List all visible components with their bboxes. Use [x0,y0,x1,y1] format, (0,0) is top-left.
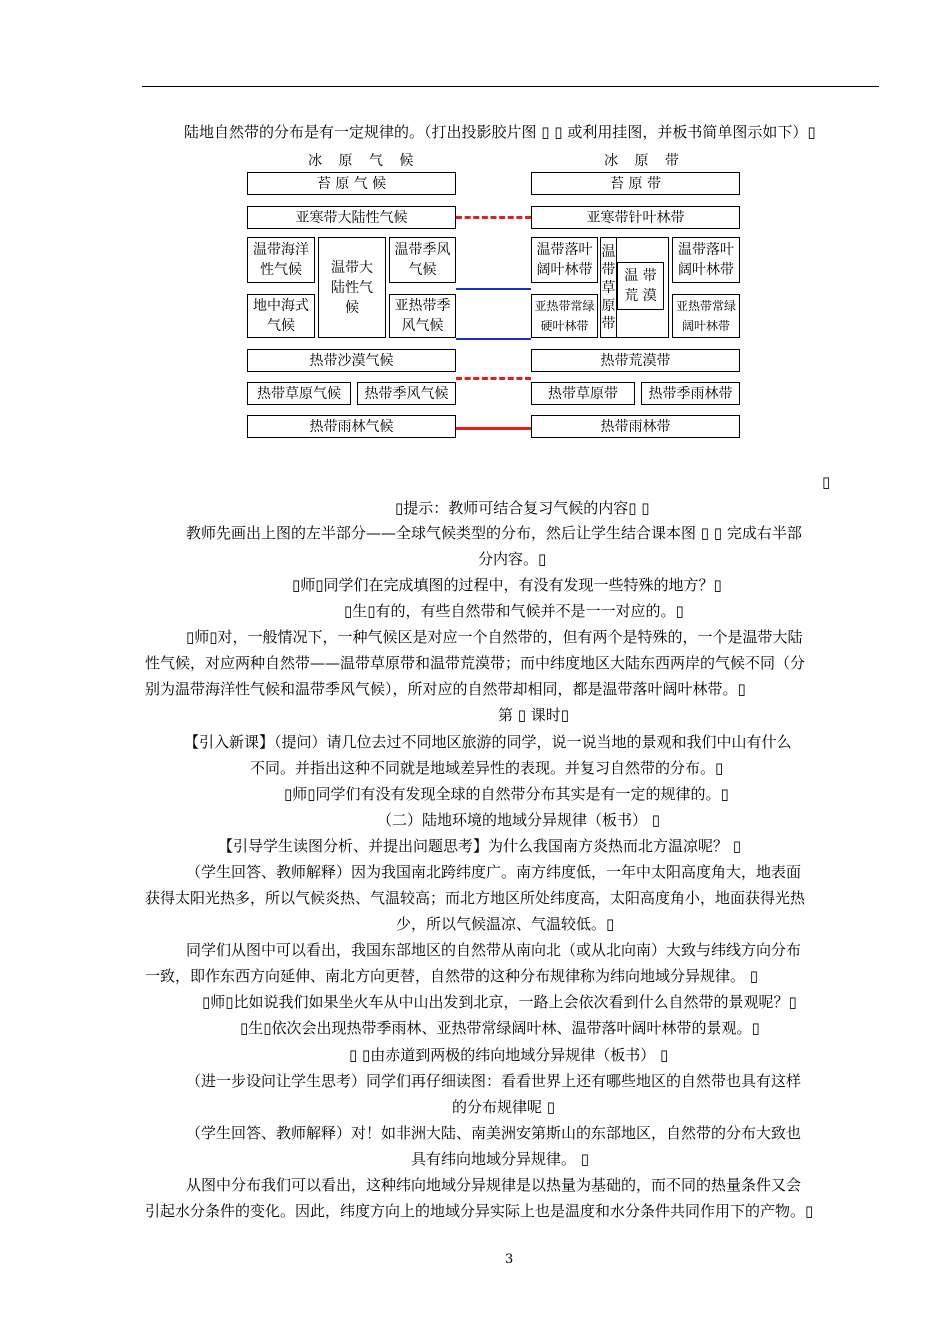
text-line: ▯ ▯由赤道到两极的纬向地域分异规律（板书） ▯ [349,1046,669,1064]
box-tropical-rainforest-climate: 热带雨林气候 [247,415,456,438]
text-line: 具有纬向地域分异规律。 ▯ [411,1150,590,1168]
text-line: （学生回答、教师解释）因为我国南北跨纬度广。南方纬度低，一年中太阳高度角大，地表面 [186,863,802,881]
box-tundra: 苔 原 带 [531,172,740,195]
text-line: （二）陆地环境的地域分异规律（板书） ▯ [377,811,661,829]
connector-temperate-lower [456,338,531,340]
box-subtropical-sclerophyll: 亚热带常绿硬叶林带 [531,294,598,338]
text-line: 教师先画出上图的左半部分——全球气候类型的分布，然后让学生结合课本图 ▯ ▯ 完成右半部 [186,524,802,542]
box-taiga: 亚寒带针叶林带 [531,206,740,229]
box-temperate-monsoon: 温带季风气候 [389,237,456,283]
box-tropical-monsoon-climate: 热带季风气候 [357,382,456,405]
box-temperate-desert: 温 带 荒 漠 [617,262,664,310]
text-line: 第 ▯ 课时▯ [498,706,570,724]
text-line: 少，所以气候温凉、气温较低。▯ [396,915,615,933]
box-temperate-continental: 温带大陆性气候 [318,237,386,338]
page-number: 3 [505,1252,514,1267]
box-subarctic-climate: 亚寒带大陆性气候 [247,206,456,229]
text-line: 引起水分条件的变化。因此，纬度方向上的地域分异实际上也是温度和水分条件共同作用下的产物。▯ [145,1202,814,1220]
text-line: ▯提示：教师可结合复习气候的内容▯ ▯ [395,499,650,517]
text-line: ▯师▯同学们有没有发现全球的自然带分布其实是有一定的规律的。▯ [284,785,729,803]
text-line: ▯生▯依次会出现热带季雨林、亚热带常绿阔叶林、温带落叶阔叶林带的景观。▯ [240,1019,760,1037]
box-temperate-deciduous-west: 温带落叶阔叶林带 [531,237,598,283]
text-line: （学生回答、教师解释）对！如非洲大陆、南美洲安第斯山的东部地区，自然带的分布大致也 [186,1124,802,1142]
box-subtropical-evergreen: 亚热带常绿阔叶林带 [672,294,740,338]
connector-tropical-dashed [456,377,531,380]
text-line: 不同。并指出这种不同就是地域差异性的表现。并复习自然带的分布。▯ [250,759,724,777]
text-line: ▯ [822,473,831,491]
box-temperate-maritime: 温带海洋性气候 [247,237,315,283]
left-header: 冰 原 气 候 [308,153,420,169]
box-temperate-deciduous-east: 温带落叶阔叶林带 [672,237,740,283]
intro-line: 陆地自然带的分布是有一定规律的。（打出投影胶片图 ▯ ▯ 或利用挂图，并板书简单图示如下）▯ [184,123,816,141]
box-tropical-savanna-climate: 热带草原气候 [247,382,351,405]
box-tropical-desert: 热带荒漠带 [531,349,740,372]
text-line: ▯师▯对，一般情况下，一种气候区是对应一个自然带的，但有两个是特殊的，一个是温带大陆 [186,628,803,646]
box-tundra-climate: 苔 原 气 候 [247,172,456,195]
text-line: 获得太阳光热多，所以气候炎热、气温较高；而北方地区所处纬度高，太阳高度角小，地面获得光热 [145,889,806,907]
connector-subarctic-dashed [456,216,531,219]
text-line: 同学们从图中可以看出，我国东部地区的自然带从南向北（或从北向南）大致与纬线方向分布 [186,941,802,959]
box-subtropical-monsoon: 亚热带季风气候 [389,294,456,338]
text-line: 别为温带海洋性气候和温带季风气候），所对应的自然带却相同，都是温带落叶阔叶林带。▯ [145,680,746,698]
box-tropical-grassland: 热带草原带 [531,382,635,405]
box-tropical-monsoon-forest: 热带季雨林带 [641,382,740,405]
box-temperate-grassland: 温带草原带 [600,237,617,338]
temperate-mid-frame [600,237,669,338]
right-header: 冰 原 带 [604,153,685,169]
connector-rainforest [456,427,531,430]
text-line: 【引导学生读图分析、并提出问题思考】为什么我国南方炎热而北方温凉呢？ ▯ [218,837,742,855]
text-line: （进一步设问让学生思考）同学们再仔细读图：看看世界上还有哪些地区的自然带也具有这样 [186,1072,802,1090]
connector-temperate-upper [456,288,531,290]
text-line: 从图中分布我们可以看出，这种纬向地域分异规律是以热量为基础的，而不同的热量条件又会 [186,1176,802,1194]
box-mediterranean: 地中海式气候 [247,294,315,338]
text-line: 分内容。▯ [478,550,547,568]
text-line: 一致，即作东西方向延伸、南北方向更替，自然带的这种分布规律称为纬向地域分异规律。 ▯ [145,967,759,985]
text-line: 性气候，对应两种自然带——温带草原带和温带荒漠带；而中纬度地区大陆东西两岸的气候不同（分 [145,654,806,672]
text-line: ▯生▯有的，有些自然带和气候并不是一一对应的。▯ [344,602,684,620]
text-line: ▯师▯比如说我们如果坐火车从中山出发到北京，一路上会依次看到什么自然带的景观呢？▯ [202,993,797,1011]
climate-vegetation-diagram [0,0,950,460]
text-line: 【引入新课】（提问）请几位去过不同地区旅游的同学，说一说当地的景观和我们中山有什么 [184,733,792,751]
box-tropical-desert-climate: 热带沙漠气候 [247,349,456,372]
text-line: ▯师▯同学们在完成填图的过程中，有没有发现一些特殊的地方？▯ [292,576,722,594]
text-line: 的分布规律呢 ▯ [452,1098,556,1116]
box-tropical-rainforest: 热带雨林带 [531,415,740,438]
